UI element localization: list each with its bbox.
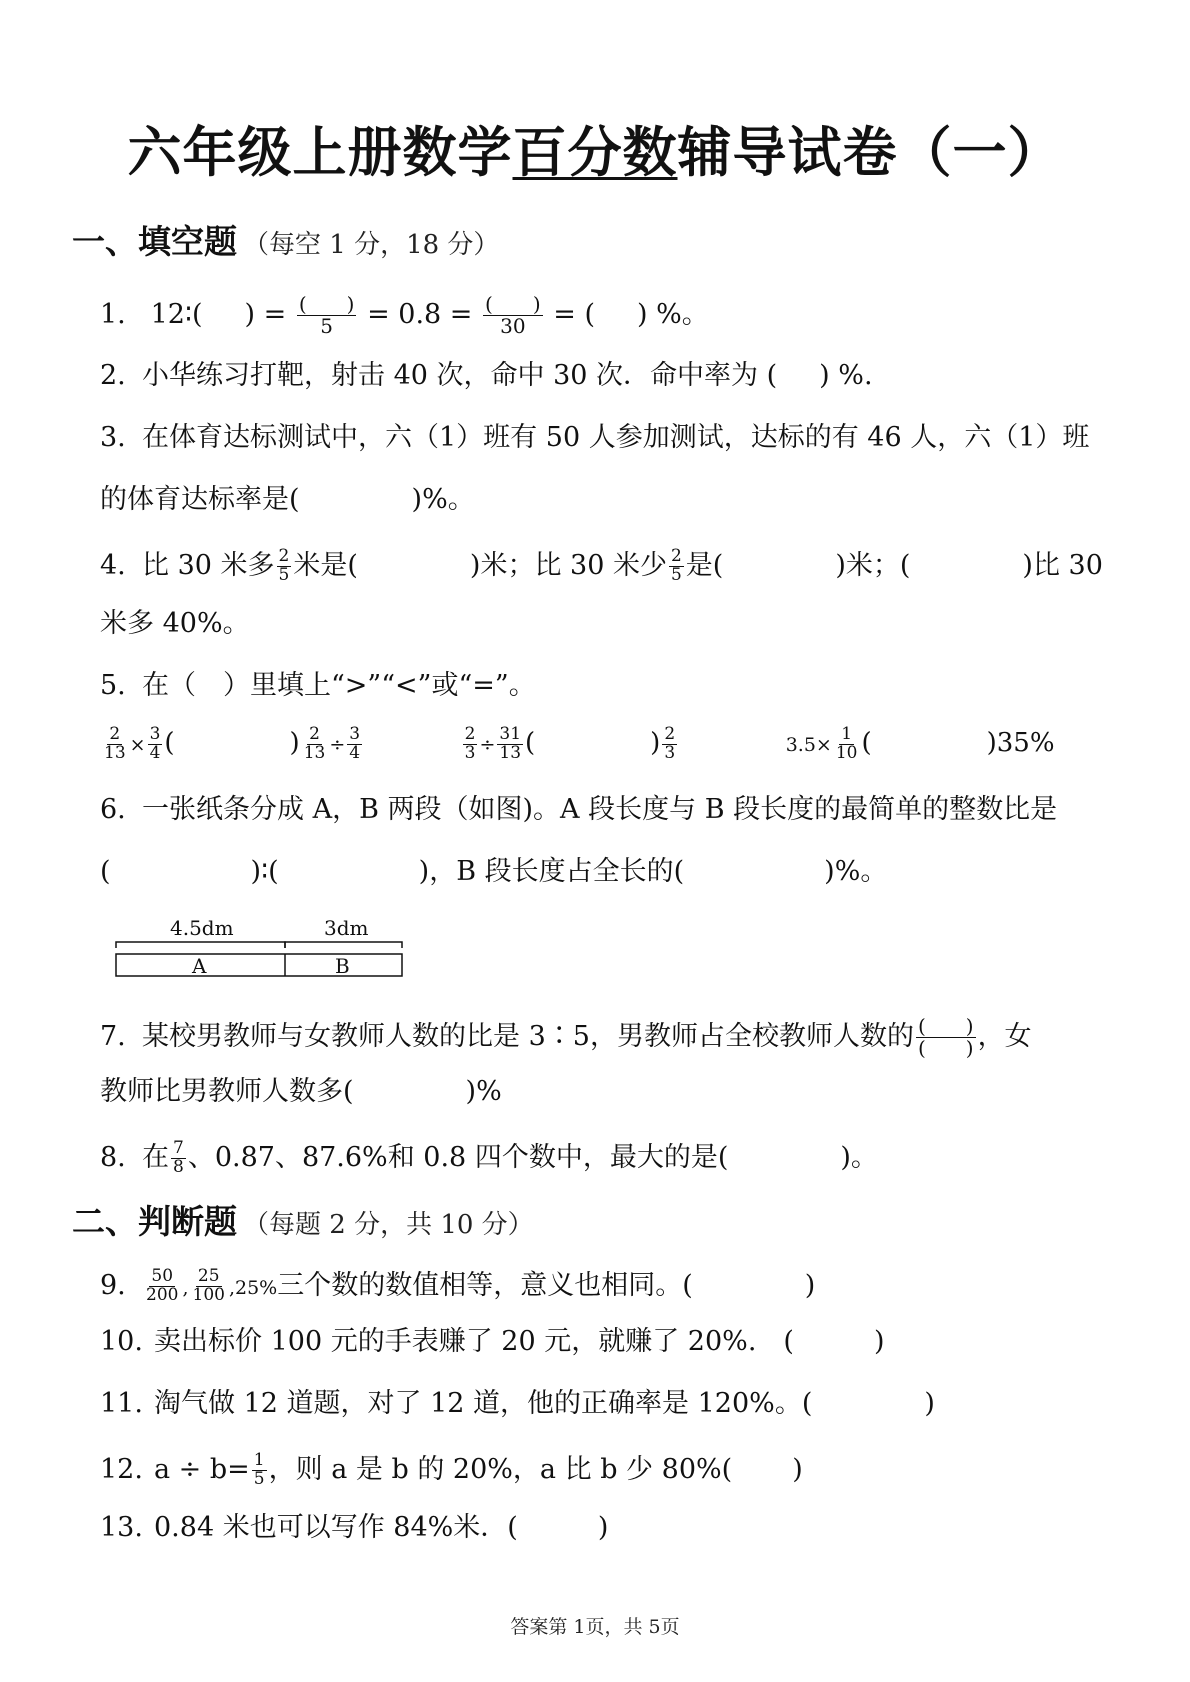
q1-text-b: ) = [244, 299, 287, 330]
q1-text-a: 12∶( [150, 299, 203, 330]
question-1 [100, 294, 709, 337]
q5-expr-1: $\frac{2}{13}$ × $\frac{3}{4}$ ( ) $\frac{2}{13}$ ÷ $\frac{3}{4}$ [104, 724, 361, 763]
question-13: 13. 0.84 米也可以写作 84%米．( ) [100, 1512, 609, 1543]
title-part1: 六年级上册数学 [127, 121, 513, 184]
question-9: 9. $\frac{50}{200}$ , $\frac{25}{100}$ ,25%三个数的数值相等，意义也相同。( ) [100, 1266, 816, 1305]
section-1-title: 一、填空题 [72, 222, 237, 261]
question-12: 12. a ÷ b= $\frac{1}{5}$ ，则 a 是 b 的 20%，a 比 b 少 80%( ) [100, 1450, 803, 1489]
question-4: 4. 比 30 米多 $\frac{2}{5}$ 米是( )米；比 30 米少 $\frac{2}{5}$ 是( )米；( )比 30 [100, 546, 1103, 585]
q1-fraction-1: $\frac{( )}{5}$ [298, 292, 355, 338]
q1-eq: = 0.8 = [367, 299, 473, 330]
question-7: 7. 某校男教师与女教师人数的比是 3∶5，男教师占全校教师人数的 $\frac{( )}{( )}$ ，女 [100, 1014, 1032, 1060]
q5-expr-2: $\frac{2}{3}$ ÷ $\frac{31}{13}$ ( ) $\frac{2}{3}$ [464, 724, 676, 763]
segment-b-label: B [335, 954, 350, 978]
question-5-expressions [100, 726, 1055, 763]
section-2-heading [72, 1196, 534, 1243]
section-1-note: （每空 1 分，18 分） [243, 230, 500, 260]
q12-fraction: $\frac{1}{5}$ [253, 1450, 265, 1489]
question-2: 2. 小华练习打靶，射击 40 次，命中 30 次．命中率为 ( ) %. [100, 360, 873, 391]
question-7-line-2: 教师比男教师人数多( )% [100, 1076, 502, 1107]
question-11: 11. 淘气做 12 道题，对了 12 道，他的正确率是 120%。( ) [100, 1388, 935, 1419]
page-footer: 答案第 1页，共 5页 [510, 1616, 680, 1638]
segment-b-length: 3dm [324, 916, 369, 940]
section-2-title: 二、判断题 [72, 1202, 237, 1241]
q8-fraction: $\frac{7}{8}$ [173, 1138, 184, 1177]
section-2-note: （每题 2 分，共 10 分） [243, 1210, 534, 1240]
strip-diagram [110, 918, 410, 980]
question-4-line-2: 米多 40%。 [100, 608, 250, 639]
question-6: 6. 一张纸条分成 A，B 两段（如图)。A 段长度与 B 段长度的最简单的整数比是 [100, 794, 1058, 825]
q9-fraction-1: $\frac{50}{200}$ [146, 1266, 179, 1305]
title-part2: 百分数 [512, 121, 678, 184]
question-10: 10. 卖出标价 100 元的手表赚了 20 元，就赚了 20%. ( ) [100, 1326, 885, 1357]
question-3: 3. 在体育达标测试中，六（1）班有 50 人参加测试，达标的有 46 人，六（1）班 [100, 422, 1090, 453]
q1-tail-2: ) %。 [637, 299, 709, 330]
q1-tail-1: = ( [553, 299, 595, 330]
q4-fraction-2: $\frac{2}{5}$ [670, 546, 682, 585]
segment-a-label: A [192, 954, 207, 978]
page-title [0, 110, 1190, 187]
q1-fraction-2: $\frac{( )}{30}$ [485, 292, 541, 338]
title-part3: 辅导试卷（一） [677, 121, 1063, 184]
section-1-heading [72, 216, 499, 263]
q5-expr-3: 3.5× $\frac{1}{10}$ ( )35% [785, 724, 1055, 763]
question-3-line-2: 的体育达标率是( )%。 [100, 484, 475, 515]
segment-a-length: 4.5dm [170, 916, 234, 940]
question-5: 5. 在（ ）里填上“>”“<”或“=”。 [100, 670, 536, 701]
q9-fraction-2: $\frac{25}{100}$ [192, 1266, 225, 1305]
question-8: 8. 在 $\frac{7}{8}$ 、0.87、87.6%和 0.8 四个数中，最大的是( )。 [100, 1138, 878, 1177]
question-number: 1. [100, 299, 126, 330]
q7-fraction: $\frac{( )}{( )}$ [917, 1014, 974, 1060]
q4-fraction: $\frac{2}{5}$ [278, 546, 290, 585]
question-6-line-2: ( )∶( )，B 段长度占全长的( )%。 [100, 856, 888, 887]
